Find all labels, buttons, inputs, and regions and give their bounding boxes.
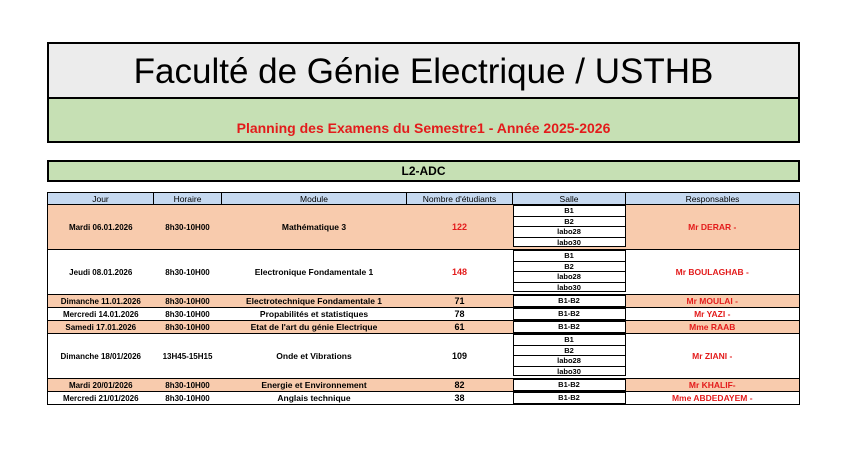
exam-module: Electrotechnique Fondamentale 1: [222, 295, 407, 308]
exam-responsable: Mr MOULAI -: [626, 295, 800, 308]
exam-rooms: [513, 205, 626, 250]
exam-responsable: Mr ZIANI -: [626, 334, 800, 379]
room-label: B2: [513, 216, 626, 227]
room-label: labo28: [513, 355, 626, 366]
exam-module: Onde et Vibrations: [222, 334, 407, 379]
group-label: L2-ADC: [401, 164, 446, 178]
room-label: labo28: [513, 226, 626, 237]
exam-responsable: Mme ABDEDAYEM -: [626, 392, 800, 405]
table-row: [48, 205, 800, 250]
room-label: B1-B2: [513, 392, 626, 404]
column-header-horaire: Horaire: [154, 193, 222, 205]
room-label: labo30: [513, 366, 626, 377]
column-header-jour: Jour: [48, 193, 154, 205]
exam-time: 8h30-10H00: [154, 379, 222, 392]
table-row: [48, 250, 800, 295]
room-label: B1-B2: [513, 295, 626, 307]
room-label: B1-B2: [513, 321, 626, 333]
room-label: B1-B2: [513, 308, 626, 320]
exam-time: 13H45-15H15: [154, 334, 222, 379]
exam-rooms: [513, 308, 626, 321]
exam-module: Mathématique 3: [222, 205, 407, 250]
exam-rooms: [513, 321, 626, 334]
student-count: 78: [407, 308, 513, 321]
faculty-title-box: [47, 42, 800, 99]
exam-day: Jeudi 08.01.2026: [48, 250, 154, 295]
exam-module: Propabilités et statistiques: [222, 308, 407, 321]
exam-time: 8h30-10H00: [154, 392, 222, 405]
exam-module: Energie et Environnement: [222, 379, 407, 392]
exam-time: 8h30-10H00: [154, 205, 222, 250]
group-label-box: [47, 160, 800, 182]
column-header-nombre: Nombre d'étudiants: [407, 193, 513, 205]
exam-rooms: [513, 334, 626, 379]
exam-day: Mardi 06.01.2026: [48, 205, 154, 250]
student-count: 71: [407, 295, 513, 308]
exam-time: 8h30-10H00: [154, 250, 222, 295]
exam-day: Dimanche 11.01.2026: [48, 295, 154, 308]
exam-responsable: Mr BOULAGHAB -: [626, 250, 800, 295]
planning-subtitle: Planning des Examens du Semestre1 - Année 2025-2026: [236, 119, 611, 136]
table-body: [48, 205, 800, 405]
room-label: B1-B2: [513, 379, 626, 391]
exam-rooms: [513, 250, 626, 295]
room-label: B1: [513, 334, 626, 345]
exam-responsable: Mr DERAR -: [626, 205, 800, 250]
column-header-salle: Salle: [513, 193, 626, 205]
table-row: [48, 334, 800, 379]
exam-time: 8h30-10H00: [154, 295, 222, 308]
exam-time: 8h30-10H00: [154, 321, 222, 334]
room-label: labo30: [513, 237, 626, 248]
exam-rooms: [513, 379, 626, 392]
student-count: 82: [407, 379, 513, 392]
student-count: 122: [407, 205, 513, 250]
student-count: 61: [407, 321, 513, 334]
student-count: 38: [407, 392, 513, 405]
faculty-title: Faculté de Génie Electrique / USTHB: [133, 51, 714, 91]
exam-responsable: Mr KHALIF-: [626, 379, 800, 392]
room-label: B1: [513, 205, 626, 216]
student-count: 109: [407, 334, 513, 379]
exam-schedule-table: [47, 192, 800, 405]
exam-responsable: Mme RAAB: [626, 321, 800, 334]
exam-day: Dimanche 18/01/2026: [48, 334, 154, 379]
student-count: 148: [407, 250, 513, 295]
room-label: B2: [513, 261, 626, 272]
column-header-module: Module: [222, 193, 407, 205]
table-row: [48, 392, 800, 405]
planning-subtitle-box: [47, 97, 800, 143]
exam-responsable: Mr YAZI -: [626, 308, 800, 321]
room-label: labo30: [513, 282, 626, 293]
exam-rooms: [513, 295, 626, 308]
exam-module: Etat de l'art du génie Electrique: [222, 321, 407, 334]
table-row: [48, 321, 800, 334]
exam-day: Mercredi 14.01.2026: [48, 308, 154, 321]
table-row: [48, 308, 800, 321]
exam-day: Samedi 17.01.2026: [48, 321, 154, 334]
room-label: labo28: [513, 271, 626, 282]
exam-day: Mardi 20/01/2026: [48, 379, 154, 392]
exam-day: Mercredi 21/01/2026: [48, 392, 154, 405]
exam-module: Electronique Fondamentale 1: [222, 250, 407, 295]
column-header-responsables: Responsables: [626, 193, 800, 205]
exam-time: 8h30-10H00: [154, 308, 222, 321]
table-header-row: [48, 193, 800, 205]
table-row: [48, 379, 800, 392]
room-label: B1: [513, 250, 626, 261]
table-row: [48, 295, 800, 308]
room-label: B2: [513, 345, 626, 356]
exam-rooms: [513, 392, 626, 405]
exam-module: Anglais technique: [222, 392, 407, 405]
